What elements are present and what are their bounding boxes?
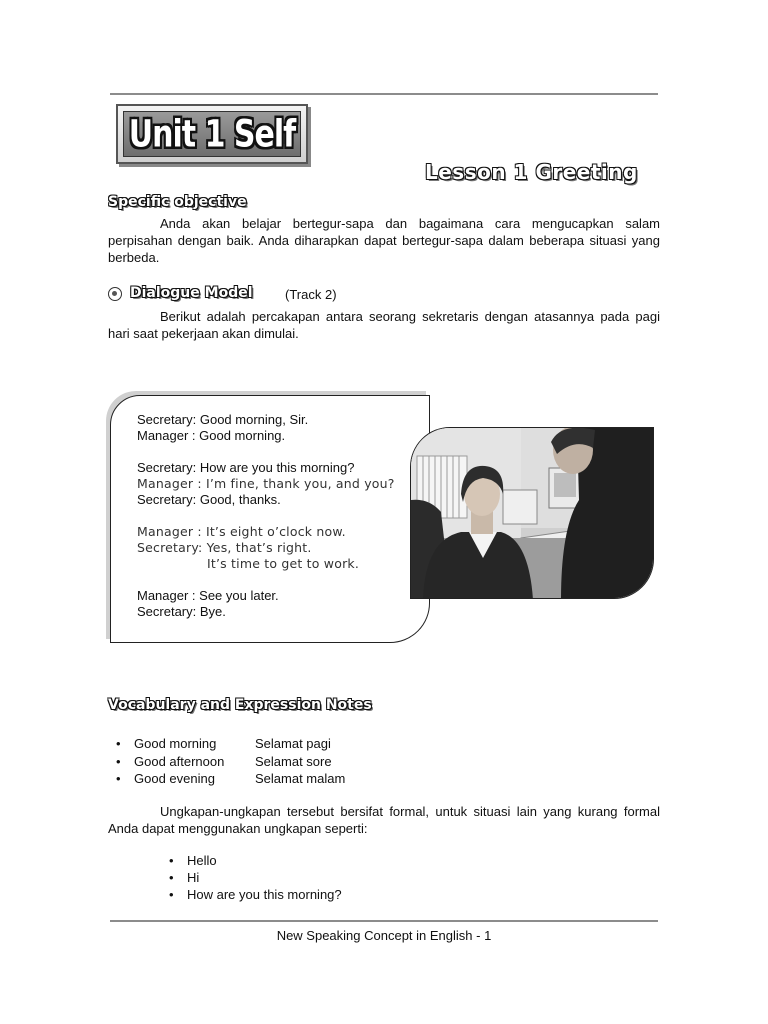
vocabulary-note: Ungkapan-ungkapan tersebut bersifat formal, untuk situasi lain yang kurang formal Anda dapat menggunakan ungkapan seperti: xyxy=(108,804,660,836)
specific-objective-text: Anda akan belajar bertegur-sapa dan bagaimana cara mengucapkan salam perpisahan dengan baik. Anda diharapkan dapat bertegur-sapa dalam beberapa situasi yang berbeda. xyxy=(108,216,660,265)
bullet-icon: • xyxy=(169,870,174,885)
dialogue-lines xyxy=(137,412,395,620)
dialogue-line: Secretary: How are you this morning? xyxy=(137,460,355,475)
informal-example: Hi xyxy=(187,870,200,885)
list-item xyxy=(116,770,345,788)
office-photo-illustration xyxy=(411,428,654,599)
bullet-icon: • xyxy=(116,753,121,769)
list-item xyxy=(116,735,345,753)
vocab-term: Good evening xyxy=(134,771,215,786)
track-note: (Track 2) xyxy=(285,287,337,302)
vocab-term: Good afternoon xyxy=(134,753,225,769)
list-item xyxy=(116,753,345,771)
audio-disc-icon xyxy=(108,287,122,301)
vocab-meaning: Selamat sore xyxy=(255,753,332,769)
vocabulary-list xyxy=(116,735,345,788)
vocab-meaning: Selamat malam xyxy=(255,771,346,786)
bullet-icon: • xyxy=(169,887,174,902)
lesson-title: Lesson 1 Greeting xyxy=(425,160,638,184)
unit-banner xyxy=(116,104,308,164)
specific-objective-heading: Specific objective xyxy=(108,194,247,210)
informal-example: How are you this morning? xyxy=(187,887,342,902)
informal-example: Hello xyxy=(187,853,217,868)
dialogue-line: It’s time to get to work. xyxy=(207,556,360,571)
bullet-icon: • xyxy=(116,736,121,751)
vocab-term: Good morning xyxy=(134,736,217,751)
dialogue-line: Secretary: Yes, that’s right. xyxy=(137,540,312,555)
list-item xyxy=(169,869,342,886)
vocab-meaning: Selamat pagi xyxy=(255,736,331,751)
dialogue-line: Manager : Good morning. xyxy=(137,428,286,443)
bottom-rule xyxy=(110,920,658,922)
dialogue-line: Manager : I’m fine, thank you, and you? xyxy=(137,476,395,491)
dialogue-line: Manager : See you later. xyxy=(137,588,279,603)
unit-title: Unit 1 Self xyxy=(128,112,296,156)
dialogue-line: Secretary: Bye. xyxy=(137,604,226,619)
office-photo xyxy=(410,427,654,599)
page-footer: New Speaking Concept in English - 1 xyxy=(276,928,492,943)
bullet-icon: • xyxy=(116,771,121,786)
informal-examples-list xyxy=(169,852,342,903)
vocabulary-heading: Vocabulary and Expression Notes xyxy=(108,697,372,713)
dialogue-line: Secretary: Good morning, Sir. xyxy=(137,412,309,427)
list-item xyxy=(169,852,342,869)
dialogue-line: Manager : It’s eight o’clock now. xyxy=(137,524,346,539)
list-item xyxy=(169,886,342,903)
dialogue-intro: Berikut adalah percakapan antara seorang sekretaris dengan atasannya pada pagi hari saat pekerjaan akan dimulai. xyxy=(108,309,660,341)
dialogue-model-heading: Dialogue Model xyxy=(130,285,253,301)
bullet-icon: • xyxy=(169,853,174,868)
dialogue-line: Secretary: Good, thanks. xyxy=(137,492,281,507)
top-rule xyxy=(110,93,658,95)
